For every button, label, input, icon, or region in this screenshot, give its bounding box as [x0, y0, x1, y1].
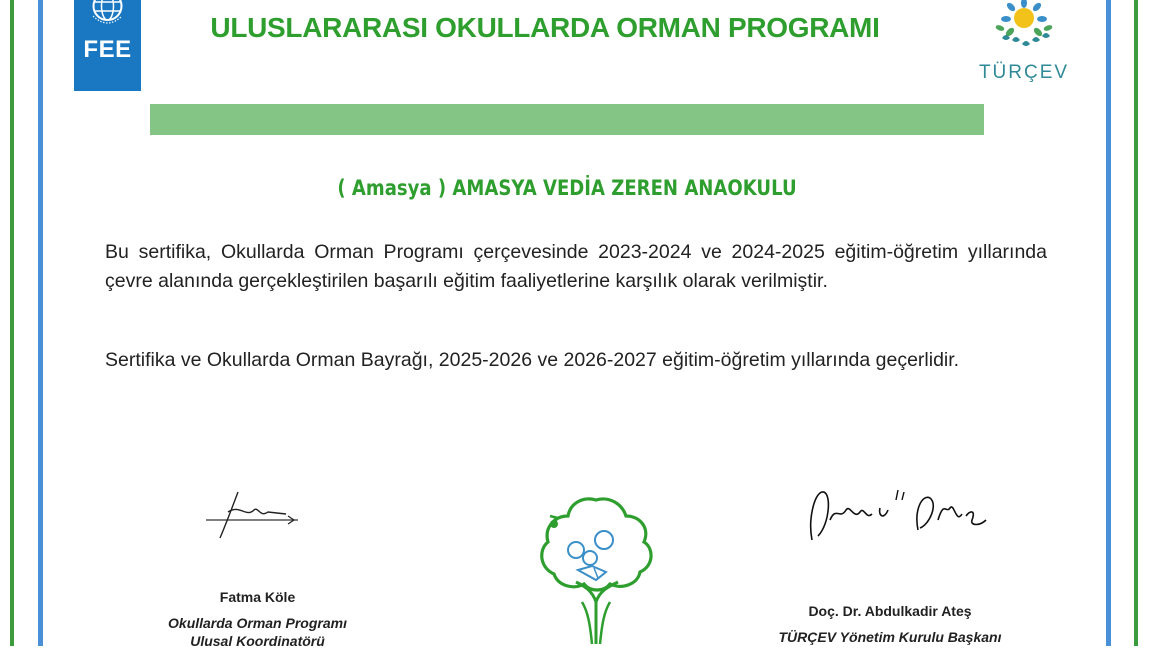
- page-border-inner-right: [1106, 0, 1111, 646]
- certificate-paragraph-2: Sertifika ve Okullarda Orman Bayrağı, 2025-2026 ve 2026-2027 eğitim-öğretim yıllarında geçerlidir.: [105, 349, 960, 371]
- turcev-emblem-icon: [982, 0, 1066, 58]
- page-title: ULUSLARARASI OKULLARDA ORMAN PROGRAMI: [210, 12, 880, 43]
- signature-icon: [198, 484, 310, 544]
- fee-globe-icon: [85, 0, 130, 30]
- left-signatory-role-line2: Ulusal Koordinatörü: [190, 633, 325, 649]
- turcev-logo: [972, 0, 1076, 90]
- fee-logo: [74, 0, 141, 91]
- decorative-green-bar: [150, 104, 984, 135]
- right-signatory-name: Doç. Dr. Abdulkadir Ateş: [808, 603, 972, 619]
- page-border-outer-right: [1134, 0, 1138, 646]
- tree-children-icon: [532, 494, 660, 644]
- left-signatory-name: Fatma Köle: [219, 589, 296, 605]
- turcev-logo-text: TÜRÇEV: [978, 62, 1070, 83]
- right-signatory-role: TÜRÇEV Yönetim Kurulu Başkanı: [778, 629, 1002, 645]
- page-border-outer-left: [10, 0, 14, 646]
- school-name: ( Amasya ) AMASYA VEDİA ZEREN ANAOKULU: [337, 176, 797, 200]
- certificate-paragraph-1: Bu sertifika, Okullarda Orman Programı çerçevesinde 2023-2024 ve 2024-2025 eğitim-öğretim yıllarında çevre alanında gerçekleştirilen başarılı eğitim faaliyetlerine karşılık olarak verilmiştir.: [105, 241, 1047, 292]
- signature-icon: [800, 480, 990, 552]
- page-border-inner-left: [38, 0, 43, 646]
- left-signatory-role-line1: Okullarda Orman Programı: [168, 615, 347, 631]
- left-signatory-role: [140, 614, 375, 650]
- fee-logo-text: FEE: [83, 36, 132, 63]
